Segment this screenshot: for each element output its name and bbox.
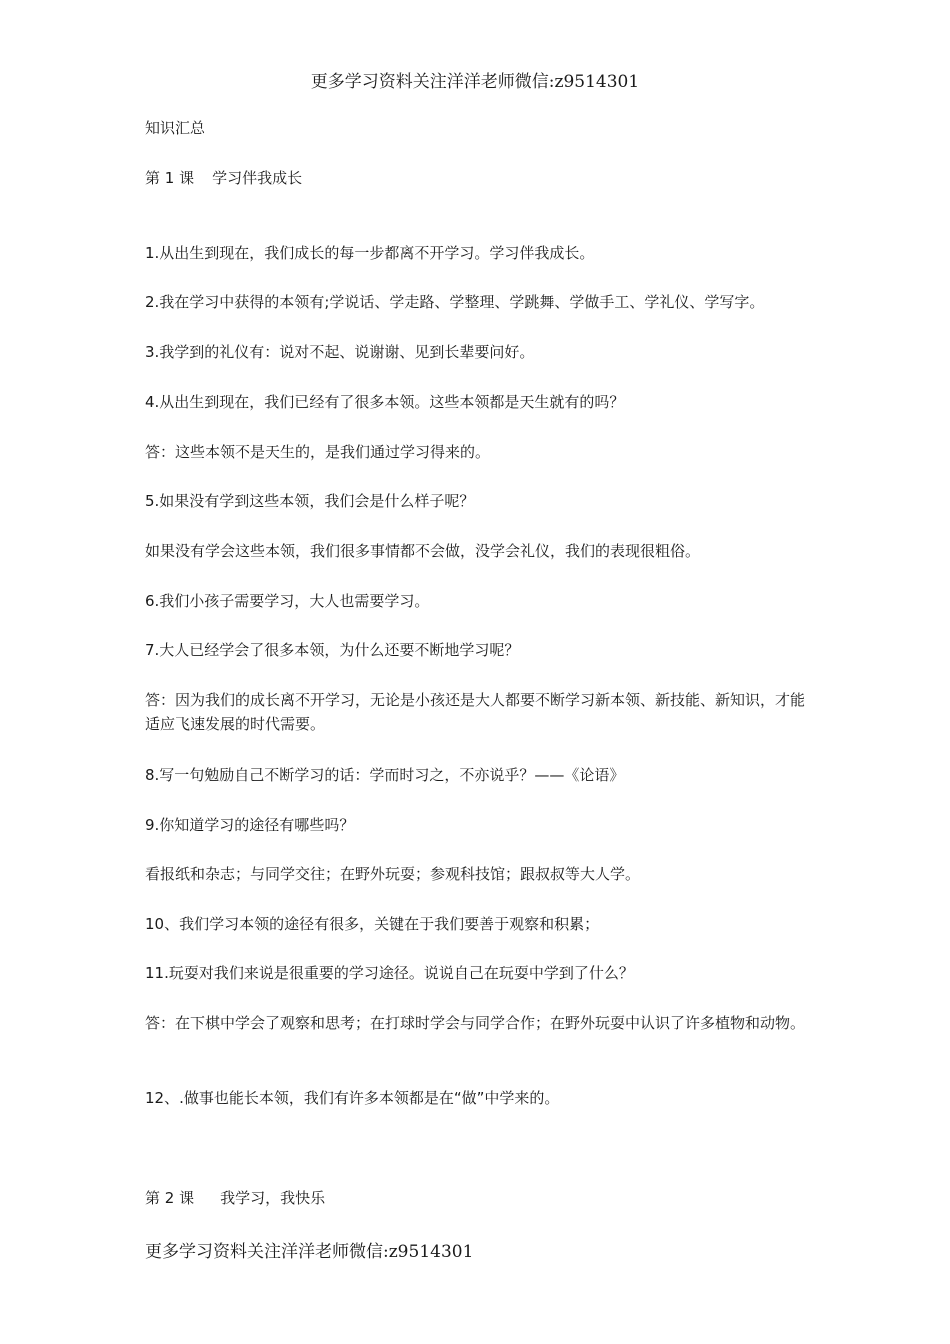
lesson-1-number: 第 1 课	[145, 169, 195, 187]
knowledge-item-10: 10、我们学习本领的途径有很多，关键在于我们要善于观察和积累；	[145, 915, 600, 933]
knowledge-item-9: 9.你知道学习的途径有哪些吗？	[145, 816, 355, 834]
answer-11: 答：在下棋中学会了观察和思考；在打球时学会与同学合作；在野外玩耍中认识了许多植物和动物。	[145, 1014, 806, 1032]
knowledge-item-11: 11.玩耍对我们来说是很重要的学习途径。说说自己在玩耍中学到了什么？	[145, 964, 634, 982]
lesson-2-title: 我学习，我快乐	[220, 1189, 326, 1207]
knowledge-item-5: 5.如果没有学到这些本领，我们会是什么样子呢？	[145, 492, 475, 510]
page-header-promo: 更多学习资料关注洋洋老师微信:z9514301	[310, 72, 640, 92]
knowledge-item-7: 7.大人已经学会了很多本领，为什么还要不断地学习呢？	[145, 641, 520, 659]
lesson-2-number: 第 2 课	[145, 1189, 195, 1207]
knowledge-item-6: 6.我们小孩子需要学习，大人也需要学习。	[145, 592, 430, 610]
answer-7: 答：因为我们的成长离不开学习，无论是小孩还是大人都要不断学习新本领、新技能、新知识，才能适应飞速发展的时代需要。	[145, 691, 806, 733]
lesson-1-title: 学习伴我成长	[212, 169, 303, 187]
knowledge-item-3: 3.我学到的礼仪有：说对不起、说谢谢、见到长辈要问好。	[145, 343, 535, 361]
knowledge-item-12: 12、.做事也能长本领，我们有许多本领都是在“做”中学来的。	[145, 1089, 560, 1107]
knowledge-item-8: 8.写一句勉励自己不断学习的话：学而时习之，不亦说乎？——《论语》	[145, 766, 625, 784]
section-title: 知识汇总	[145, 119, 206, 137]
answer-4: 答：这些本领不是天生的，是我们通过学习得来的。	[145, 443, 491, 461]
answer-9: 看报纸和杂志；与同学交往；在野外玩耍；参观科技馆；跟叔叔等大人学。	[145, 865, 641, 883]
lesson-2-heading	[145, 1188, 325, 1208]
answer-5: 如果没有学会这些本领，我们很多事情都不会做，没学会礼仪，我们的表现很粗俗。	[145, 542, 701, 560]
knowledge-item-4: 4.从出生到现在，我们已经有了很多本领。这些本领都是天生就有的吗？	[145, 393, 625, 411]
knowledge-item-2: 2.我在学习中获得的本领有;学说话、学走路、学整理、学跳舞、学做手工、学礼仪、学写字。	[145, 293, 765, 311]
page-footer-promo: 更多学习资料关注洋洋老师微信:z9514301	[145, 1242, 474, 1262]
knowledge-item-1: 1.从出生到现在，我们成长的每一步都离不开学习。学习伴我成长。	[145, 244, 595, 262]
lesson-1-heading	[145, 168, 302, 188]
